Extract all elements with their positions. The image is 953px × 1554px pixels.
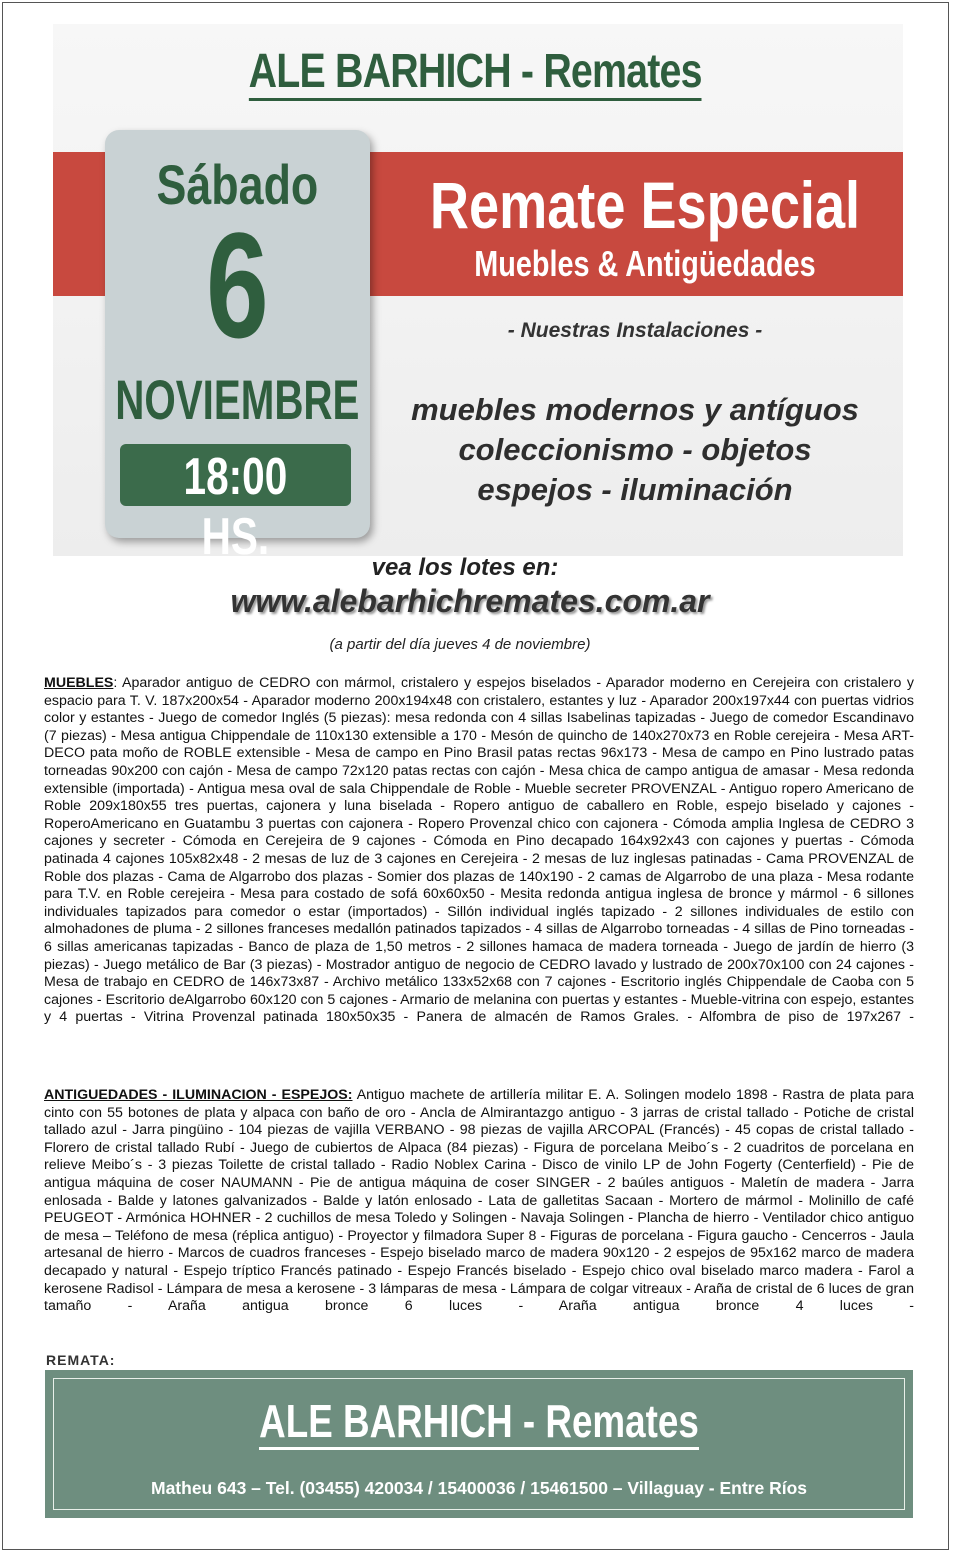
- footer-box: [45, 1370, 913, 1518]
- muebles-text: Aparador antiguo de CEDRO con mármol, cristalero y espejos biselados - Aparador moderno en Cerejeira con cristalero y espacio para T. V. 187x200x54 - Aparador moderno 200x194x48 con cristalero, estantes y luz - Aparador 200x197x44 con puertas vidrios color y estantes - Juego de comedor Inglés (5 piezas): mesa redonda con 4 sillas Isabelinas tapizadas - Juego de comedor Escandinavo (7 piezas) - Mesa antigua Chippendale de 110x130 extensible a 170 - Mesón de quincho de 140x270x73 en Roble cerejeira - Mesa ART-DECO pata moño de ROBLE extensible - Mesa de campo en Pino Brasil patas rectas 96x173 - Mesa de campo en Pino lustrado patas torneadas 90x200 con cajón - Mesa de campo 72x120 patas rectas con cajón - Mesa chica de campo antigua de amasar - Mesa redonda extensible (importada) - Antigua mesa oval de sala Chippendale de Roble - Mueble secreter PROVENZAL - Antiguo ropero Americano de Roble 209x180x55 tres puertas, cajonera y luna biselada - Ropero antiguo de caballero en Roble, espejo biselado y cajones - RoperoAmericano en Guatambu 3 puertas con cajonera - Ropero Provenzal chico con cajonera - Cómoda amplia Inglesa de CEDRO 3 cajones y secreter - Cómoda en Cerejeira de 9 cajones - Cómoda en Pino decapado 164x92x43 con cajones y puertas - Cómoda patinada 4 cajones 105x82x48 - 2 mesas de luz de 3 cajones en Cerejeira - 2 mesas de luz inglesas patinadas - Cama PROVENZAL de Roble dos plazas - Cama de Algarrobo dos plazas - Somier dos plazas de 140x190 - 2 camas de Algarrobo de una plaza - Mesa rodante para T.V. en Roble cerejeira - Mesa para costado de sofá 60x60x50 - Mesita redonda antigua inglesa de bronce y mármol - 6 sillones individuales tapizados para comedor o estar (importados) - Sillón individual inglés tapizado - 2 sillones individuales de estilo con almohadones de pluma - 2 sillones franceses medallón patinados tapizados - 4 sillas de Algarrobo torneadas - 4 sillas de Pino torneadas - 6 sillas americanas tapizadas - Banco de plaza de 1,50 metros - 2 sillones hamaca de madera torneada - Juego de jardín de hierro (3 piezas) - Juego metálico de Bar (3 piezas) - Mostrador antiguo de negocio de CEDRO lavado y lustrado de 200x70x100 con 24 cajones - Mesa de trabajo en CEDRO de 146x73x87 - Archivo metálico 133x52x68 con 7 cajones - Escritorio inglés Chippendale de Caoba con 5 cajones - Escritorio deAlgarrobo 60x120 con 5 cajones - Armario de melanina con puertas y estantes - Mueble-vitrina con espejo, estantes y 4 puertas - Vitrina Provenzal patinada 180x50x35 - Panera de almacén de Ramos Grales. - Alfombra de piso de 197x267 -: [44, 675, 915, 1026]
- muebles-colon: :: [113, 675, 123, 691]
- event-month: NOVIEMBRE: [115, 368, 360, 431]
- banner-title: Remate Especial: [429, 168, 861, 242]
- footer-title: ALE BARHICH - Remates: [132, 1394, 826, 1448]
- category-item: espejos - iluminación: [477, 472, 793, 507]
- antiguedades-text: Antiguo machete de artillería militar E. A. Solingen modelo 1898 - Rastra de plata para cinto con 55 botones de plata y alpaca con baño de oro - Ancla de Almirantazgo antiguo - 3 jarras de cristal tallado - Potiche de cristal tallado azul - Jarra pingüino - 104 piezas de vajilla VERBANO - 98 piezas de vajilla ARCOPAL (Francés) - 45 copas de cristal tallado - Florero de cristal tallado Rubí - Juego de cubiertos de Alpaca (84 piezas) - Figura de porcelana Meibo´s - 2 cuadritos de porcelana en relieve Meibo´s - 3 piezas Toilette de cristal tallado - Radio Noblex Carina - Disco de vinilo LP de John Fogerty (Centerfield) - Pie de antigua máquina de coser NAUMANN - Pie de antigua máquina de coser SINGER - 2 baúles antiguos - Maletín de madera - Jarra enlosada - Balde y latones galvanizados - Balde y latón enlosado - Lata de galletitas Sacaan - Mortero de mármol - Molinillo de café PEUGEOT - Armónica HOHNER - 2 cuchillos de mesa Toledo y Solingen - Navaja Solingen - Plancha de hierro - Ventilador chico antiguo de mesa – Teléfono de mesa (réplica antiguo) - Proyector y filmadora Super 8 - Figuras de porcelana - Figura gaucho - Cencerros - Jaula artesanal de hierro - Marcos de cuadros franceses - Espejo biselado marco de madera 90x120 - 2 espejos de 95x162 marco de madera decapado y natural - Espejo tríptico Francés patinado - Espejo Francés biselado - Espejo chico oval biselado marco madera - Farol a kerosene Radisol - Lámpara de mesa a kerosene - 3 lámparas de mesa - Lámpara de colgar vitreaux - Araña de cristal de 6 luces de gran tamaño - Araña antigua bronce 6 luces - Araña antigua bronce 4 luces -: [44, 1087, 915, 1315]
- antiguedades-heading: ANTIGUEDADES - ILUMINACION - ESPEJOS:: [44, 1087, 353, 1103]
- event-day: 6: [206, 201, 269, 369]
- header-title: ALE BARHICH - Remates: [86, 44, 865, 99]
- lots-intro: vea los lotes en:: [371, 554, 559, 581]
- antiguedades-section: [44, 1087, 914, 1316]
- location-text: - Nuestras Instalaciones -: [507, 319, 763, 342]
- lots-date-note: (a partir del día jueves 4 de noviembre): [329, 636, 591, 653]
- event-weekday: Sábado: [156, 153, 319, 216]
- remata-label: REMATA:: [46, 1352, 116, 1368]
- website-link[interactable]: www.alebarhichremates.com.ar: [230, 583, 710, 619]
- banner-subtitle: Muebles & Antigüedades: [474, 243, 816, 284]
- category-list: [380, 390, 890, 510]
- category-item: coleccionismo - objetos: [458, 432, 812, 467]
- muebles-section: [44, 675, 914, 1027]
- event-time: 18:00 HS.: [183, 448, 288, 566]
- category-item: muebles modernos y antíguos: [411, 392, 859, 427]
- footer-address: Matheu 643 – Tel. (03455) 420034 / 15400036 / 15461500 – Villaguay - Entre Ríos: [151, 1478, 807, 1498]
- muebles-heading: MUEBLES: [44, 675, 114, 691]
